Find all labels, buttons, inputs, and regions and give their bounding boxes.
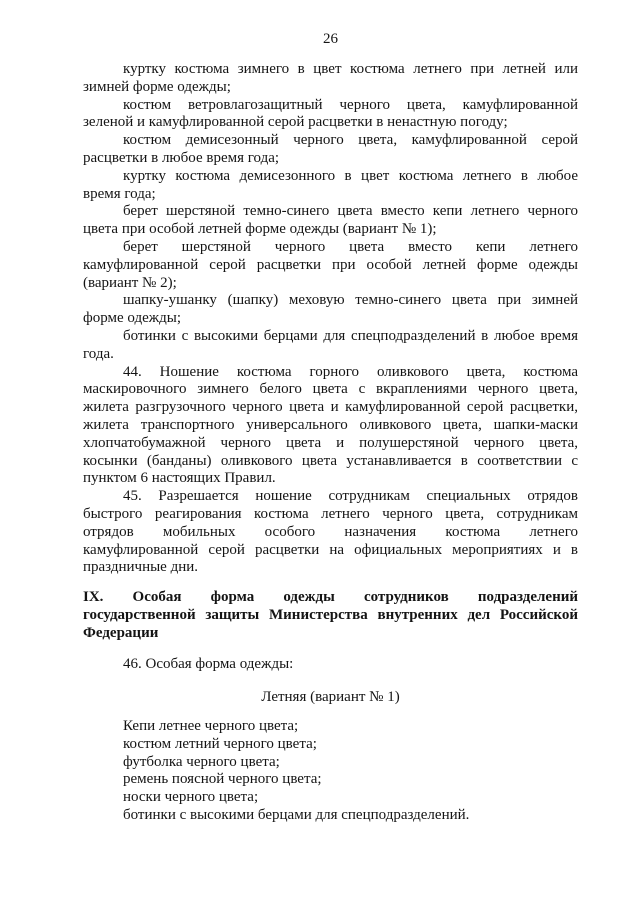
- list-item: Кепи летнее черного цвета;: [123, 718, 299, 735]
- uniform-item-paragraph: [83, 132, 578, 168]
- uniform-item-paragraph: [83, 203, 578, 239]
- paragraph-line: хлопчатобумажной черного цвета и полушерстяной черного цвета,: [83, 434, 578, 451]
- paragraph-line: расцветки в любое время года;: [83, 149, 280, 166]
- paragraph-line: отрядов мобильных особого назначения костюма летнего: [83, 523, 578, 540]
- paragraph-45: [83, 488, 578, 577]
- paragraph-line: 45. Разрешается ношение сотрудникам специальных отрядов: [123, 488, 578, 505]
- paragraph-line: берет шерстяной темно-синего цвета вместо кепи летнего черного: [123, 203, 578, 220]
- paragraph-46: 46. Особая форма одежды:: [123, 656, 294, 673]
- list-item: носки черного цвета;: [123, 789, 259, 806]
- paragraph-line: ботинки с высокими берцами для спецподразделений в любое время: [123, 327, 578, 344]
- list-item: ремень поясной черного цвета;: [123, 771, 322, 788]
- paragraph-line: жилета разгрузочного черного цвета и камуфлированной серой расцветки,: [83, 399, 578, 416]
- document-body: [83, 61, 578, 825]
- uniform-list: [83, 718, 578, 825]
- page-number: 26: [323, 31, 338, 47]
- paragraph-line: костюм ветровлагозащитный черного цвета, камуфлированной: [123, 96, 578, 113]
- paragraph-line: камуфлированной серой расцветки на официальных мероприятиях и в: [83, 541, 578, 558]
- paragraph-line: камуфлированной серой расцветки при особой летней форме одежды: [83, 256, 578, 273]
- paragraph-line: праздничные дни.: [83, 559, 199, 576]
- paragraph-line: зимней форме одежды;: [83, 78, 231, 95]
- paragraph-line: куртку костюма зимнего в цвет костюма летнего при летней или: [123, 61, 578, 77]
- uniform-item-paragraph: [83, 328, 578, 364]
- paragraph-line: косынки (банданы) оливкового цвета устанавливается в соответствии с: [83, 452, 578, 469]
- list-item: ботинки с высокими берцами для спецподразделений.: [123, 807, 470, 824]
- paragraph-line: костюм демисезонный черного цвета, камуфлированной серой: [123, 132, 578, 149]
- paragraph-line: быстрого реагирования костюма летнего черного цвета, сотрудникам: [83, 505, 578, 522]
- paragraph-line: пунктом 6 настоящих Правил.: [83, 470, 276, 487]
- paragraph-line: года.: [83, 345, 114, 362]
- paragraph-line: шапку-ушанку (шапку) меховую темно-синего цвета при зимней: [123, 292, 578, 309]
- paragraph-line: берет шерстяной черного цвета вместо кепи летнего: [123, 238, 578, 255]
- paragraph-line: зеленой и камуфлированной серой расцветки в ненастную погоду;: [83, 114, 508, 131]
- subheading-summer-variant: Летняя (вариант № 1): [261, 689, 400, 706]
- section-heading: [83, 589, 578, 642]
- paragraph-line: маскировочного зимнего белого цвета с вкраплениями черного цвета,: [83, 381, 578, 398]
- paragraph-line: (вариант № 2);: [83, 274, 177, 291]
- heading-line: государственной защиты Министерства внутренних дел Российской: [83, 606, 578, 623]
- uniform-item-paragraph: [83, 239, 578, 292]
- paragraph-line: время года;: [83, 185, 156, 202]
- paragraph-line: куртку костюма демисезонного в цвет костюма летнего в любое: [123, 167, 578, 184]
- uniform-item-paragraph: [83, 61, 578, 97]
- heading-line: Федерации: [83, 624, 159, 641]
- list-item: костюм летний черного цвета;: [123, 735, 317, 752]
- paragraph-line: жилета транспортного универсального оливкового цвета, шапки-маски: [83, 416, 578, 433]
- paragraph-line: 44. Ношение костюма горного оливкового цвета, костюма: [123, 363, 578, 380]
- heading-line: IX. Особая форма одежды сотрудников подразделений: [83, 589, 578, 606]
- uniform-item-paragraph: [83, 97, 578, 133]
- paragraph-44: [83, 364, 578, 489]
- paragraph-line: цвета при особой летней форме одежды (вариант № 1);: [83, 221, 437, 238]
- uniform-item-paragraph: [83, 292, 578, 328]
- list-item: футболка черного цвета;: [123, 753, 280, 770]
- paragraph-line: форме одежды;: [83, 310, 181, 327]
- uniform-item-paragraph: [83, 168, 578, 204]
